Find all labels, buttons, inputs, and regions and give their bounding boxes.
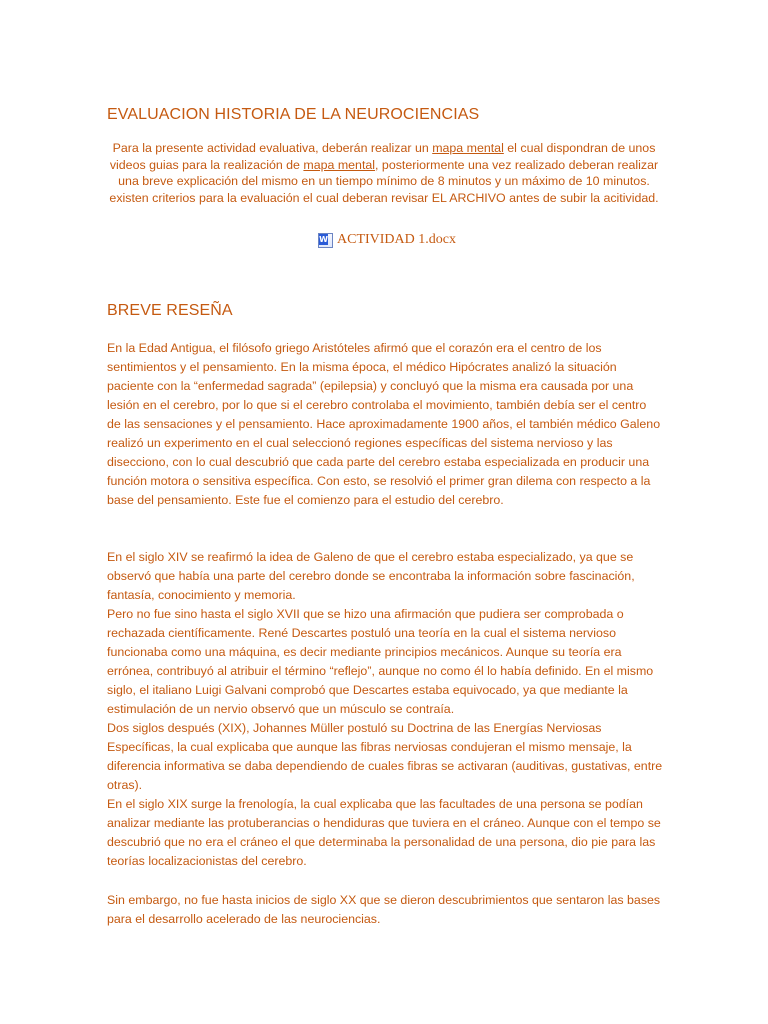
paragraph-frenologia: En el siglo XIX surge la frenología, la cual explicaba que las facultades de una persona se podían analizar mediante las protuberancias o hendiduras que tuviera en el cráneo. Aunque con el tempo se descubrió que no era el cráneo el que determinaba la personalidad de una persona, dio pie para las teorías localizacionistas del cerebro. [107, 797, 661, 868]
paragraph-siglo-xix-muller: Dos siglos después (XIX), Johannes Müller postuló su Doctrina de las Energías Nerviosas Específicas, la cual explicaba que aunque las fibras nerviosas condujeran el mismo mensaje, la diferencia informativa se daba dependiendo de cuales fibras se activaran (auditivas, gustativas, entre otras). [107, 721, 663, 792]
word-icon-letter: W [319, 234, 328, 244]
paragraph-block-siglos [107, 548, 663, 871]
mapa-mental-link-1[interactable]: mapa mental [432, 141, 504, 155]
attachment-filename[interactable]: ACTIVIDAD 1.docx [337, 232, 456, 247]
word-doc-icon [318, 233, 333, 248]
page-title: EVALUACION HISTORIA DE LA NEUROCIENCIAS [107, 106, 480, 123]
section-title: BREVE RESEÑA [107, 302, 233, 319]
intro-text-2: el cual dispondran de unos videos guias para la realización de [109, 141, 656, 172]
paragraph-edad-antigua: En la Edad Antigua, el filósofo griego Aristóteles afirmó que el corazón era el centro de los sentimientos y el pensamiento. En la misma época, el médico Hipócrates analizó la situación paciente con la “enfermedad sagrada” (epilepsia) y concluyó que la misma era causada por una lesión en el cerebro, por lo que si el cerebro controlaba el movimiento, también debía ser el centro de las sensaciones y el pensamiento. Hace aproximadamente 1900 años, el también médico Galeno realizó un experimento en el cual seleccionó regiones específicas del sistema nervioso y las disecciono, con lo cual descubrió que cada parte del cerebro estaba especializada en producir una función motora o sensitiva específica. Con esto, se resolvió el primer gran dilema con respecto a la base del pensamiento. Este fue el comienzo para el estudio del cerebro. [107, 341, 661, 507]
paragraph-siglo-xvii: Pero no fue sino hasta el siglo XVII que se hizo una afirmación que pudiera ser comprobada o rechazada científicamente. René Descartes postuló una teoría en la cual el sistema nervioso funcionaba como una máquina, es decir mediante principios mecánicos. Aunque su teoría era errónea, contribuyó al atribuir el término “reflejo”, aunque no como él lo había definido. En el mismo siglo, el italiano Luigi Galvani comprobó que Descartes estaba equivocado, ya que mediante la estimulación de un nervio observó que un músculo se contraía. [107, 607, 654, 716]
intro-paragraph [108, 140, 660, 206]
mapa-mental-link-2[interactable]: mapa mental [303, 157, 376, 172]
attachment-link[interactable] [318, 232, 456, 248]
paragraph-siglo-xiv: En el siglo XIV se reafirmó la idea de Galeno de que el cerebro estaba especializado, ya que se observó que había una parte del cerebro donde se encontraba la información sobre fascinación, fantasía, conocimiento y memoria. [107, 550, 635, 602]
intro-text-3: , posteriormente una vez realizado deberan realizar una breve explicación del mismo en un tiempo mínimo de 8 minutos y un máximo de 10 minutos. existen criterios para la evaluación el cual deberan revisar EL ARCHIVO antes de subir la acitividad. [109, 157, 659, 205]
intro-text-1: Para la presente actividad evaluativa, deberán realizar un [112, 141, 433, 155]
paragraph-siglo-xx: Sin embargo, no fue hasta inicios de siglo XX que se dieron descubrimientos que sentaron las bases para el desarrollo acelerado de las neurociencias. [107, 893, 661, 926]
